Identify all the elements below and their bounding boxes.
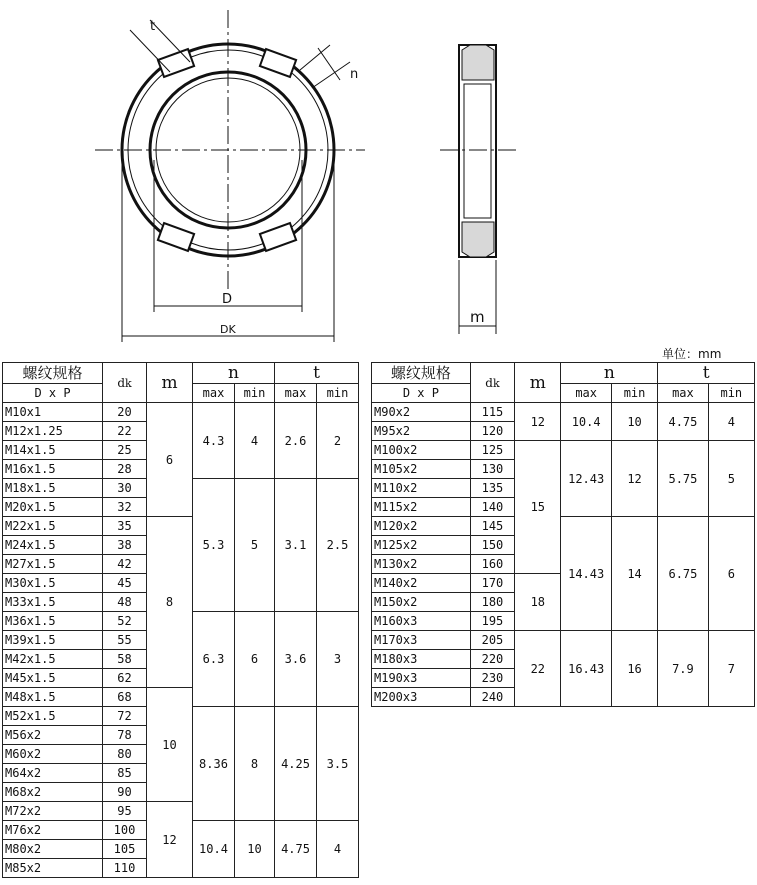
slot-top-left xyxy=(158,49,194,77)
spec-table-left xyxy=(2,362,359,878)
dk-cell: 140 xyxy=(470,498,514,517)
n-min-cell: 10 xyxy=(611,403,657,441)
dk-cell: 160 xyxy=(470,555,514,574)
dk-cell: 100 xyxy=(103,821,147,840)
thread-size-cell: M45x1.5 xyxy=(3,669,103,688)
n-extension-a xyxy=(300,45,330,70)
n-min-cell: 10 xyxy=(235,821,275,878)
thread-size-cell: M125x2 xyxy=(372,536,471,555)
dk-cell: 52 xyxy=(103,612,147,631)
dk-cell: 25 xyxy=(103,441,147,460)
slot-bottom-right xyxy=(260,223,296,251)
t-max-cell: 3.6 xyxy=(275,612,317,707)
dk-cell: 32 xyxy=(103,498,147,517)
m-cell: 15 xyxy=(515,441,561,574)
n-min-cell: 12 xyxy=(611,441,657,517)
n-max-cell: 14.43 xyxy=(561,517,611,631)
dk-cell: 72 xyxy=(103,707,147,726)
header-t: t xyxy=(658,363,755,384)
n-max-cell: 5.3 xyxy=(193,479,235,612)
thread-size-cell: M200x3 xyxy=(372,688,471,707)
dk-cell: 78 xyxy=(103,726,147,745)
n-min-cell: 8 xyxy=(235,707,275,821)
n-min-cell: 5 xyxy=(235,479,275,612)
thread-size-cell: M30x1.5 xyxy=(3,574,103,593)
t-min-cell: 3.5 xyxy=(317,707,359,821)
t-min-cell: 2.5 xyxy=(317,479,359,612)
t-min-cell: 5 xyxy=(708,441,754,517)
header-n-min: min xyxy=(611,384,657,403)
n-max-cell: 10.4 xyxy=(193,821,235,878)
dk-cell: 58 xyxy=(103,650,147,669)
thread-size-cell: M48x1.5 xyxy=(3,688,103,707)
side-view-bore xyxy=(464,84,491,218)
header-n: n xyxy=(561,363,658,384)
thread-size-cell: M42x1.5 xyxy=(3,650,103,669)
t-min-cell: 2 xyxy=(317,403,359,479)
header-n-max: max xyxy=(561,384,611,403)
dk-cell: 28 xyxy=(103,460,147,479)
dk-cell: 240 xyxy=(470,688,514,707)
thread-size-cell: M190x3 xyxy=(372,669,471,688)
dk-cell: 130 xyxy=(470,460,514,479)
thread-size-cell: M140x2 xyxy=(372,574,471,593)
dk-cell: 150 xyxy=(470,536,514,555)
dk-cell: 22 xyxy=(103,422,147,441)
n-max-cell: 8.36 xyxy=(193,707,235,821)
label-n: n xyxy=(350,67,359,82)
unit-label: 单位：mm xyxy=(662,347,722,361)
n-max-cell: 4.3 xyxy=(193,403,235,479)
header-t-min: min xyxy=(317,384,359,403)
thread-size-cell: M18x1.5 xyxy=(3,479,103,498)
dk-cell: 42 xyxy=(103,555,147,574)
label-d: D xyxy=(222,292,233,307)
dk-cell: 115 xyxy=(470,403,514,422)
dk-cell: 135 xyxy=(470,479,514,498)
dk-cell: 30 xyxy=(103,479,147,498)
thread-size-cell: M115x2 xyxy=(372,498,471,517)
header-m: m xyxy=(515,363,561,403)
dk-cell: 38 xyxy=(103,536,147,555)
n-max-cell: 16.43 xyxy=(561,631,611,707)
t-max-cell: 3.1 xyxy=(275,479,317,612)
n-extension-b xyxy=(312,62,350,88)
thread-size-cell: M120x2 xyxy=(372,517,471,536)
dk-cell: 110 xyxy=(103,859,147,878)
dk-cell: 68 xyxy=(103,688,147,707)
dk-cell: 95 xyxy=(103,802,147,821)
m-cell: 8 xyxy=(147,517,193,688)
side-section-bottom xyxy=(462,222,494,257)
dk-cell: 90 xyxy=(103,783,147,802)
m-cell: 18 xyxy=(515,574,561,631)
dk-cell: 230 xyxy=(470,669,514,688)
header-t: t xyxy=(275,363,359,384)
dk-cell: 20 xyxy=(103,403,147,422)
m-cell: 12 xyxy=(147,802,193,878)
thread-size-cell: M36x1.5 xyxy=(3,612,103,631)
t-max-cell: 5.75 xyxy=(658,441,708,517)
dk-cell: 80 xyxy=(103,745,147,764)
dk-cell: 105 xyxy=(103,840,147,859)
thread-size-cell: M60x2 xyxy=(3,745,103,764)
t-min-cell: 6 xyxy=(708,517,754,631)
spec-table-left-body xyxy=(3,403,359,878)
t-extension-line xyxy=(130,30,170,72)
t-max-cell: 4.75 xyxy=(658,403,708,441)
dk-cell: 45 xyxy=(103,574,147,593)
n-dimension-line xyxy=(318,48,340,80)
header-dk: dk xyxy=(470,363,514,403)
n-max-cell: 6.3 xyxy=(193,612,235,707)
m-cell: 22 xyxy=(515,631,561,707)
t-min-cell: 4 xyxy=(708,403,754,441)
thread-size-cell: M76x2 xyxy=(3,821,103,840)
label-dk: DK xyxy=(220,323,236,336)
spec-table-right xyxy=(371,362,755,707)
nut-technical-drawing xyxy=(0,0,757,350)
n-max-cell: 10.4 xyxy=(561,403,611,441)
thread-size-cell: M52x1.5 xyxy=(3,707,103,726)
dk-cell: 35 xyxy=(103,517,147,536)
thread-size-cell: M85x2 xyxy=(3,859,103,878)
header-spec-sub: D x P xyxy=(3,384,103,403)
dk-cell: 120 xyxy=(470,422,514,441)
table-row xyxy=(372,441,755,460)
thread-size-cell: M160x3 xyxy=(372,612,471,631)
t-max-cell: 4.25 xyxy=(275,707,317,821)
slot-bottom-left xyxy=(158,223,194,251)
dk-cell: 205 xyxy=(470,631,514,650)
thread-size-cell: M24x1.5 xyxy=(3,536,103,555)
header-t-max: max xyxy=(275,384,317,403)
thread-size-cell: M80x2 xyxy=(3,840,103,859)
thread-size-cell: M100x2 xyxy=(372,441,471,460)
header-spec: 螺纹规格 xyxy=(372,363,471,384)
header-spec-sub: D x P xyxy=(372,384,471,403)
dk-cell: 85 xyxy=(103,764,147,783)
thread-size-cell: M14x1.5 xyxy=(3,441,103,460)
dk-cell: 125 xyxy=(470,441,514,460)
thread-size-cell: M72x2 xyxy=(3,802,103,821)
thread-size-cell: M90x2 xyxy=(372,403,471,422)
thread-size-cell: M39x1.5 xyxy=(3,631,103,650)
thread-size-cell: M22x1.5 xyxy=(3,517,103,536)
thread-size-cell: M27x1.5 xyxy=(3,555,103,574)
t-max-cell: 7.9 xyxy=(658,631,708,707)
header-m: m xyxy=(147,363,193,403)
header-n: n xyxy=(193,363,275,384)
dk-cell: 180 xyxy=(470,593,514,612)
thread-size-cell: M64x2 xyxy=(3,764,103,783)
thread-size-cell: M110x2 xyxy=(372,479,471,498)
dk-cell: 195 xyxy=(470,612,514,631)
n-max-cell: 12.43 xyxy=(561,441,611,517)
header-dk: dk xyxy=(103,363,147,403)
thread-size-cell: M10x1 xyxy=(3,403,103,422)
dk-cell: 62 xyxy=(103,669,147,688)
thread-size-cell: M16x1.5 xyxy=(3,460,103,479)
t-max-cell: 6.75 xyxy=(658,517,708,631)
dk-cell: 170 xyxy=(470,574,514,593)
table-row xyxy=(372,517,755,536)
thread-size-cell: M130x2 xyxy=(372,555,471,574)
t-min-cell: 7 xyxy=(708,631,754,707)
n-min-cell: 14 xyxy=(611,517,657,631)
thread-size-cell: M20x1.5 xyxy=(3,498,103,517)
header-spec: 螺纹规格 xyxy=(3,363,103,384)
m-cell: 10 xyxy=(147,688,193,802)
table-row xyxy=(372,403,755,422)
dk-cell: 220 xyxy=(470,650,514,669)
m-cell: 6 xyxy=(147,403,193,517)
n-min-cell: 4 xyxy=(235,403,275,479)
t-max-cell: 2.6 xyxy=(275,403,317,479)
m-cell: 12 xyxy=(515,403,561,441)
dk-cell: 145 xyxy=(470,517,514,536)
table-row xyxy=(372,631,755,650)
t-min-cell: 4 xyxy=(317,821,359,878)
thread-size-cell: M12x1.25 xyxy=(3,422,103,441)
spec-table-right-body xyxy=(372,403,755,707)
table-row xyxy=(3,403,359,422)
thread-size-cell: M105x2 xyxy=(372,460,471,479)
header-n-min: min xyxy=(235,384,275,403)
label-t: t xyxy=(150,19,156,34)
t-max-cell: 4.75 xyxy=(275,821,317,878)
thread-size-cell: M150x2 xyxy=(372,593,471,612)
thread-size-cell: M170x3 xyxy=(372,631,471,650)
t-min-cell: 3 xyxy=(317,612,359,707)
side-section-top xyxy=(462,45,494,80)
slot-top-right xyxy=(260,49,296,77)
thread-size-cell: M33x1.5 xyxy=(3,593,103,612)
label-m: m xyxy=(470,308,485,326)
thread-size-cell: M95x2 xyxy=(372,422,471,441)
header-t-max: max xyxy=(658,384,708,403)
header-t-min: min xyxy=(708,384,754,403)
dk-cell: 55 xyxy=(103,631,147,650)
header-n-max: max xyxy=(193,384,235,403)
n-min-cell: 16 xyxy=(611,631,657,707)
dk-cell: 48 xyxy=(103,593,147,612)
n-min-cell: 6 xyxy=(235,612,275,707)
thread-size-cell: M180x3 xyxy=(372,650,471,669)
thread-size-cell: M68x2 xyxy=(3,783,103,802)
thread-size-cell: M56x2 xyxy=(3,726,103,745)
